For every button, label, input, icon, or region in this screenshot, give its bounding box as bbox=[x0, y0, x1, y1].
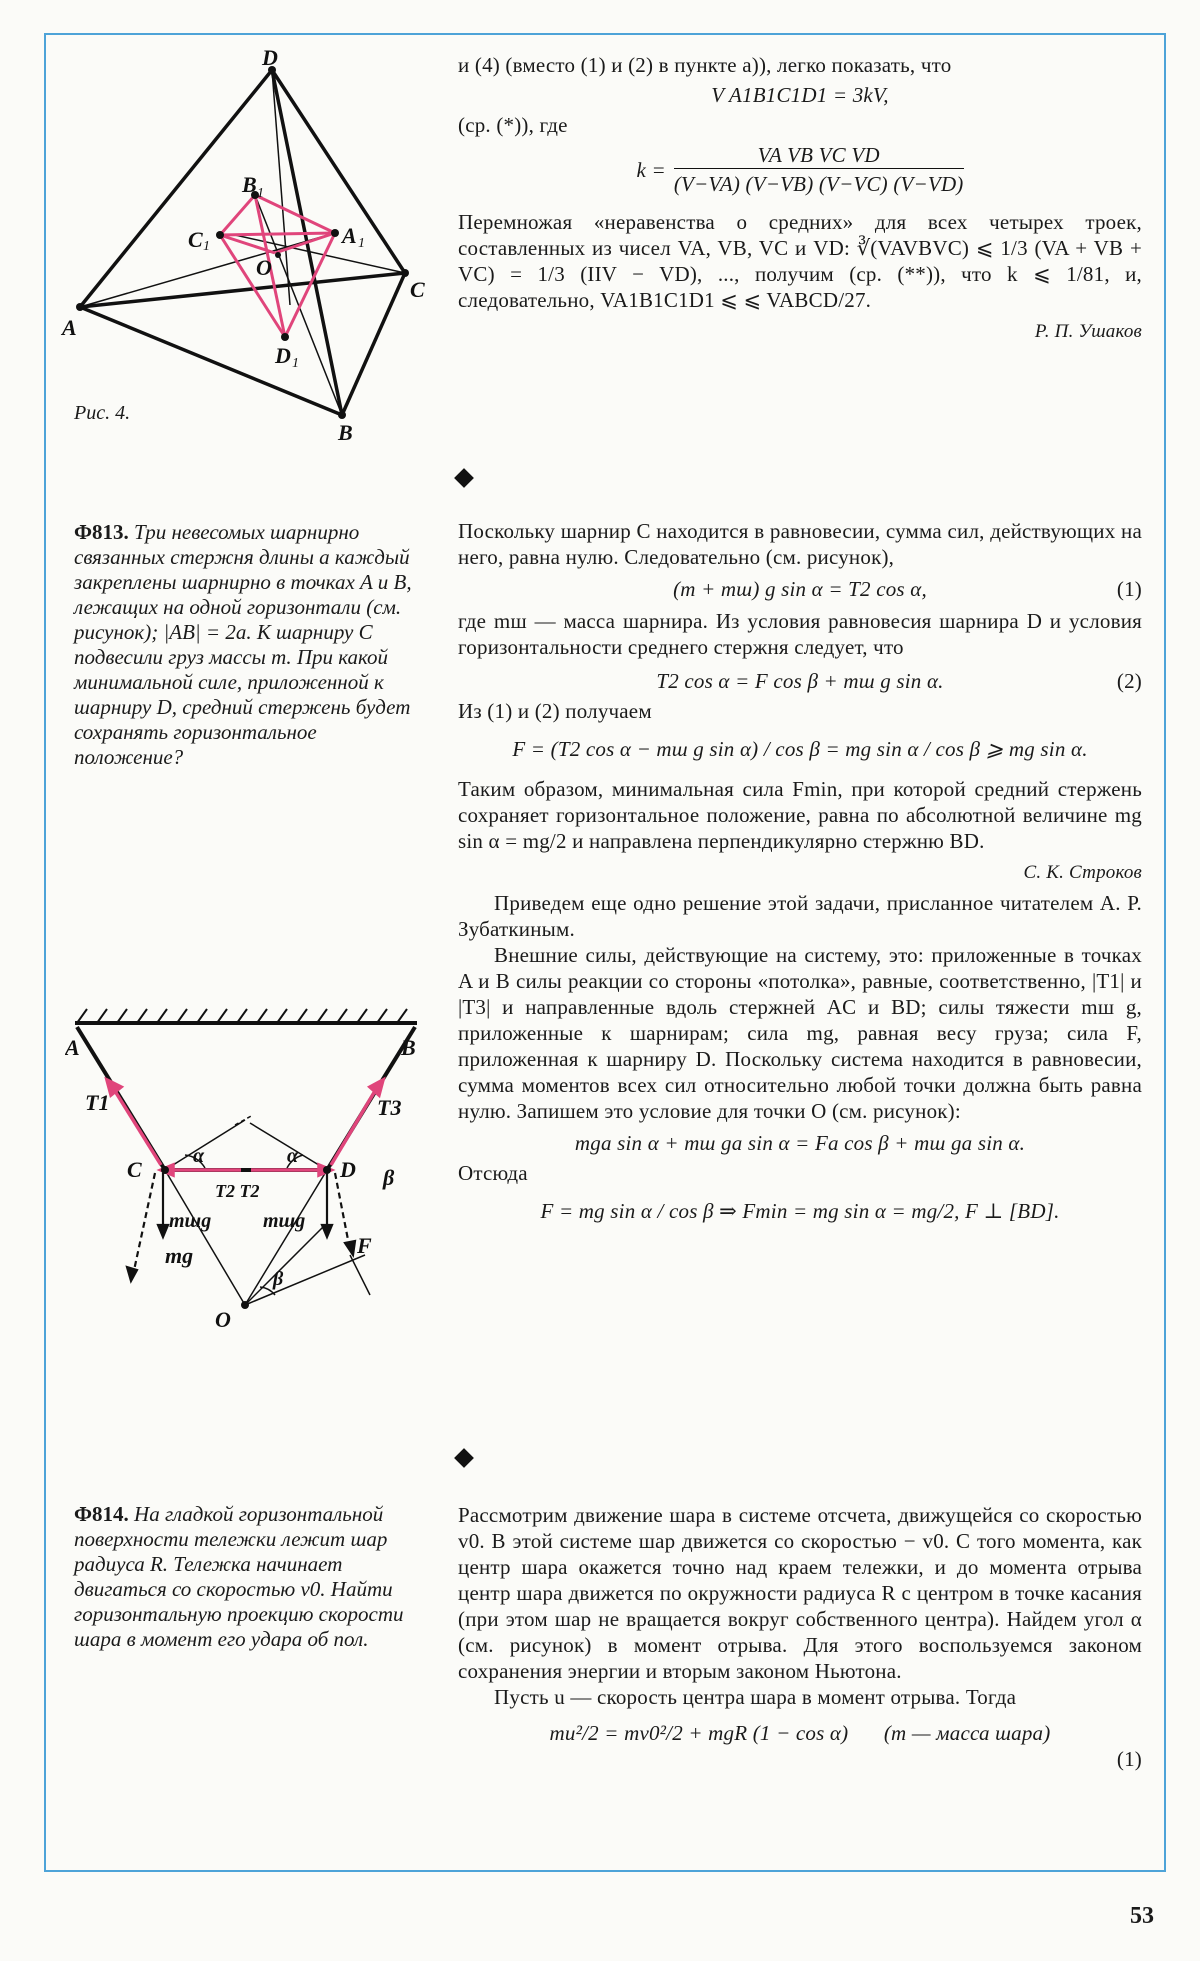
svg-text:mg: mg bbox=[165, 1243, 194, 1268]
svg-text:β: β bbox=[383, 1165, 395, 1190]
rods bbox=[77, 1027, 415, 1170]
k-denominator: (V−VA) (V−VB) (V−VC) (V−VD) bbox=[674, 168, 964, 197]
label-A1: A bbox=[342, 223, 357, 248]
top-text-block bbox=[458, 52, 1142, 345]
f813-eq4: mga sin α + mш ga sin α = Fa cos β + mш ga sin α. bbox=[574, 1131, 1026, 1155]
f814-eq1-note: (m — масса шара) bbox=[883, 1721, 1051, 1745]
f814-label: Ф814. bbox=[74, 1502, 129, 1526]
f813-eq2: T2 cos α = F cos β + mш g sin α. bbox=[656, 669, 944, 693]
f813-eq5: F = mg sin α / cos β ⇒ Fmin = mg sin α = mg/2, F ⊥ [BD]. bbox=[540, 1199, 1060, 1223]
ceiling-hatch bbox=[77, 1009, 407, 1023]
f814-eq1: mu²/2 = mv0²/2 + mgR (1 − cos α) bbox=[549, 1721, 849, 1745]
svg-text:C: C bbox=[127, 1157, 142, 1182]
f813-solution bbox=[458, 518, 1142, 1224]
f813-eq3: F = (T2 cos α − mш g sin α) / cos β = mg sin α / cos β ⩾ mg sin α. bbox=[512, 737, 1088, 761]
top-line2: (ср. (*)), где bbox=[458, 113, 568, 137]
svg-text:O: O bbox=[215, 1307, 231, 1332]
svg-text:T2 T2: T2 T2 bbox=[215, 1181, 260, 1201]
top-eq1: V A1B1C1D1 = 3kV, bbox=[711, 83, 889, 107]
label-O: O bbox=[256, 255, 272, 280]
f813-p6: Внешние силы, действующие на систему, это: приложенные в точках A и B силы реакции со стороны «потолка», равные, соответственно, |T1| и |T3| и направленные вдоль стержней AC и BD; силы тяжести mш g, приложенные к шарнирам; сила mg, равная весу груза; сила F, приложенная к шарниру D. Поскольку система находится в равновесии, сумма моментов всех сил относительно любой точки должна быть равна нулю. Запишем это условие для точки O (см. рисунок): bbox=[458, 943, 1142, 1123]
label-B1: B bbox=[242, 172, 257, 197]
svg-text:α: α bbox=[287, 1145, 299, 1167]
top-paragraph: Перемножая «неравенства о средних» для всех четырех троек, составленных из чисел VA, VB, VC и VD: ∛(VAVBVC) ⩽ 1/3 (VA + VB + VC) = 1/3 (IIV − VD), ..., получим (ср. (**)), что k ⩽ 1/81, и, следовательно, VA1B1C1D1 ⩽ ⩽ VABCD/27. bbox=[458, 210, 1142, 312]
svg-text:T3: T3 bbox=[377, 1095, 402, 1120]
f814-p2: Пусть u — скорость центра шара в момент отрыва. Тогда bbox=[494, 1685, 1017, 1709]
f813-signature: С. К. Строков bbox=[1023, 862, 1142, 883]
label-C1: C bbox=[188, 227, 203, 252]
f813-p5: Приведем еще одно решение этой задачи, присланное читателем А. Р. Зубаткиным. bbox=[458, 891, 1142, 941]
svg-text:F: F bbox=[357, 1233, 372, 1258]
svg-text:1: 1 bbox=[257, 186, 264, 201]
f813-eq2-row bbox=[458, 668, 1142, 694]
svg-text:D: D bbox=[340, 1157, 356, 1182]
figure-4-caption: Рис. 4. bbox=[74, 402, 131, 424]
k-numerator: VA VB VC VD bbox=[757, 143, 880, 167]
figure-f813 bbox=[65, 1005, 440, 1340]
f813-p4: Таким образом, минимальная сила Fmin, при которой средний стержень сохраняет горизонтальное положение, равна по абсолютной величине mg sin α = mg/2 и направлена перпендикулярно стержню BD. bbox=[458, 777, 1142, 853]
svg-text:mшg: mшg bbox=[263, 1210, 306, 1232]
f813-problem bbox=[74, 520, 412, 770]
svg-text:1: 1 bbox=[203, 239, 210, 254]
f813-eq1: (m + mш) g sin α = T2 cos α, bbox=[673, 577, 927, 601]
f813-p3: Из (1) и (2) получаем bbox=[458, 699, 652, 723]
f813-eq1-row bbox=[458, 576, 1142, 602]
top-signature: Р. П. Ушаков bbox=[1034, 321, 1142, 342]
f814-problem bbox=[74, 1502, 412, 1652]
label-A: A bbox=[62, 315, 77, 340]
svg-text:β: β bbox=[273, 1268, 284, 1290]
inner-tetrahedron bbox=[220, 195, 335, 337]
svg-text:1: 1 bbox=[292, 356, 299, 371]
f813-eq2-num: (2) bbox=[1116, 669, 1142, 693]
svg-text:T1: T1 bbox=[85, 1090, 110, 1115]
f813-p2: где mш — масса шарнира. Из условия равновесия шарнира D и условия горизонтальности среднего стержня следует, что bbox=[458, 609, 1142, 659]
label-B: B bbox=[338, 420, 353, 445]
f814-problem-text: На гладкой горизонтальной поверхности тележки лежит шар радиуса R. Тележка начинает двигаться со скоростью v0. Найти горизонтальную проекцию скорости шара в момент его удара об пол. bbox=[74, 1502, 404, 1651]
f814-p1: Рассмотрим движение шара в системе отсчета, движущейся со скоростью v0. В этой системе шар движется со скоростью − v0. С того момента, как центр шара окажется точно над краем тележки, и до момента отрыва центр шара движется по окружности радиуса R с центром в точке касания (при этом шар не вращается вокруг собственного центра). Найдем угол α (см. рисунок) в момент отрыва. Для этого воспользуемся законом сохранения энергии и вторым законом Ньютона. bbox=[458, 1503, 1142, 1683]
svg-text:1: 1 bbox=[358, 236, 365, 251]
f813-p7: Отсюда bbox=[458, 1161, 528, 1185]
svg-text:A: A bbox=[65, 1035, 80, 1060]
top-line1: и (4) (вместо (1) и (2) в пункте а)), легко показать, что bbox=[458, 53, 952, 77]
label-D: D bbox=[262, 45, 278, 70]
f813-label: Ф813. bbox=[74, 520, 129, 544]
f814-eq1-row bbox=[458, 1720, 1142, 1772]
f814-solution bbox=[458, 1502, 1142, 1772]
svg-text:B: B bbox=[401, 1035, 416, 1060]
f814-eq1-num: (1) bbox=[1116, 1747, 1142, 1771]
figure-4-tetrahedron bbox=[60, 45, 440, 445]
k-formula: k = $\frac{\text{VA VB VC VD}}{(V-VA) (V-VB) (V-VC) (V-VD)}$ bbox=[636, 143, 964, 196]
page-number: 53 bbox=[1130, 1903, 1154, 1929]
f813-problem-text: Три невесомых шарнирно связанных стержня длины a каждый закреплены шарнирно в точках A и B, лежащих на одной горизонтали (см. рисунок); |AB| = 2a. К шарниру C подвесили груз массы m. При какой минимальной силе, приложенной к шарниру D, средний стержень будет сохранять горизонтальное положение? bbox=[74, 520, 412, 769]
label-C: C bbox=[410, 277, 425, 302]
svg-text:mшg: mшg bbox=[169, 1210, 212, 1232]
svg-text:α: α bbox=[193, 1145, 205, 1167]
label-D1: D bbox=[275, 343, 291, 368]
f813-p1: Поскольку шарнир C находится в равновесии, сумма сил, действующих на него, равна нулю. Следовательно (см. рисунок), bbox=[458, 519, 1142, 569]
f813-eq1-num: (1) bbox=[1116, 577, 1142, 601]
